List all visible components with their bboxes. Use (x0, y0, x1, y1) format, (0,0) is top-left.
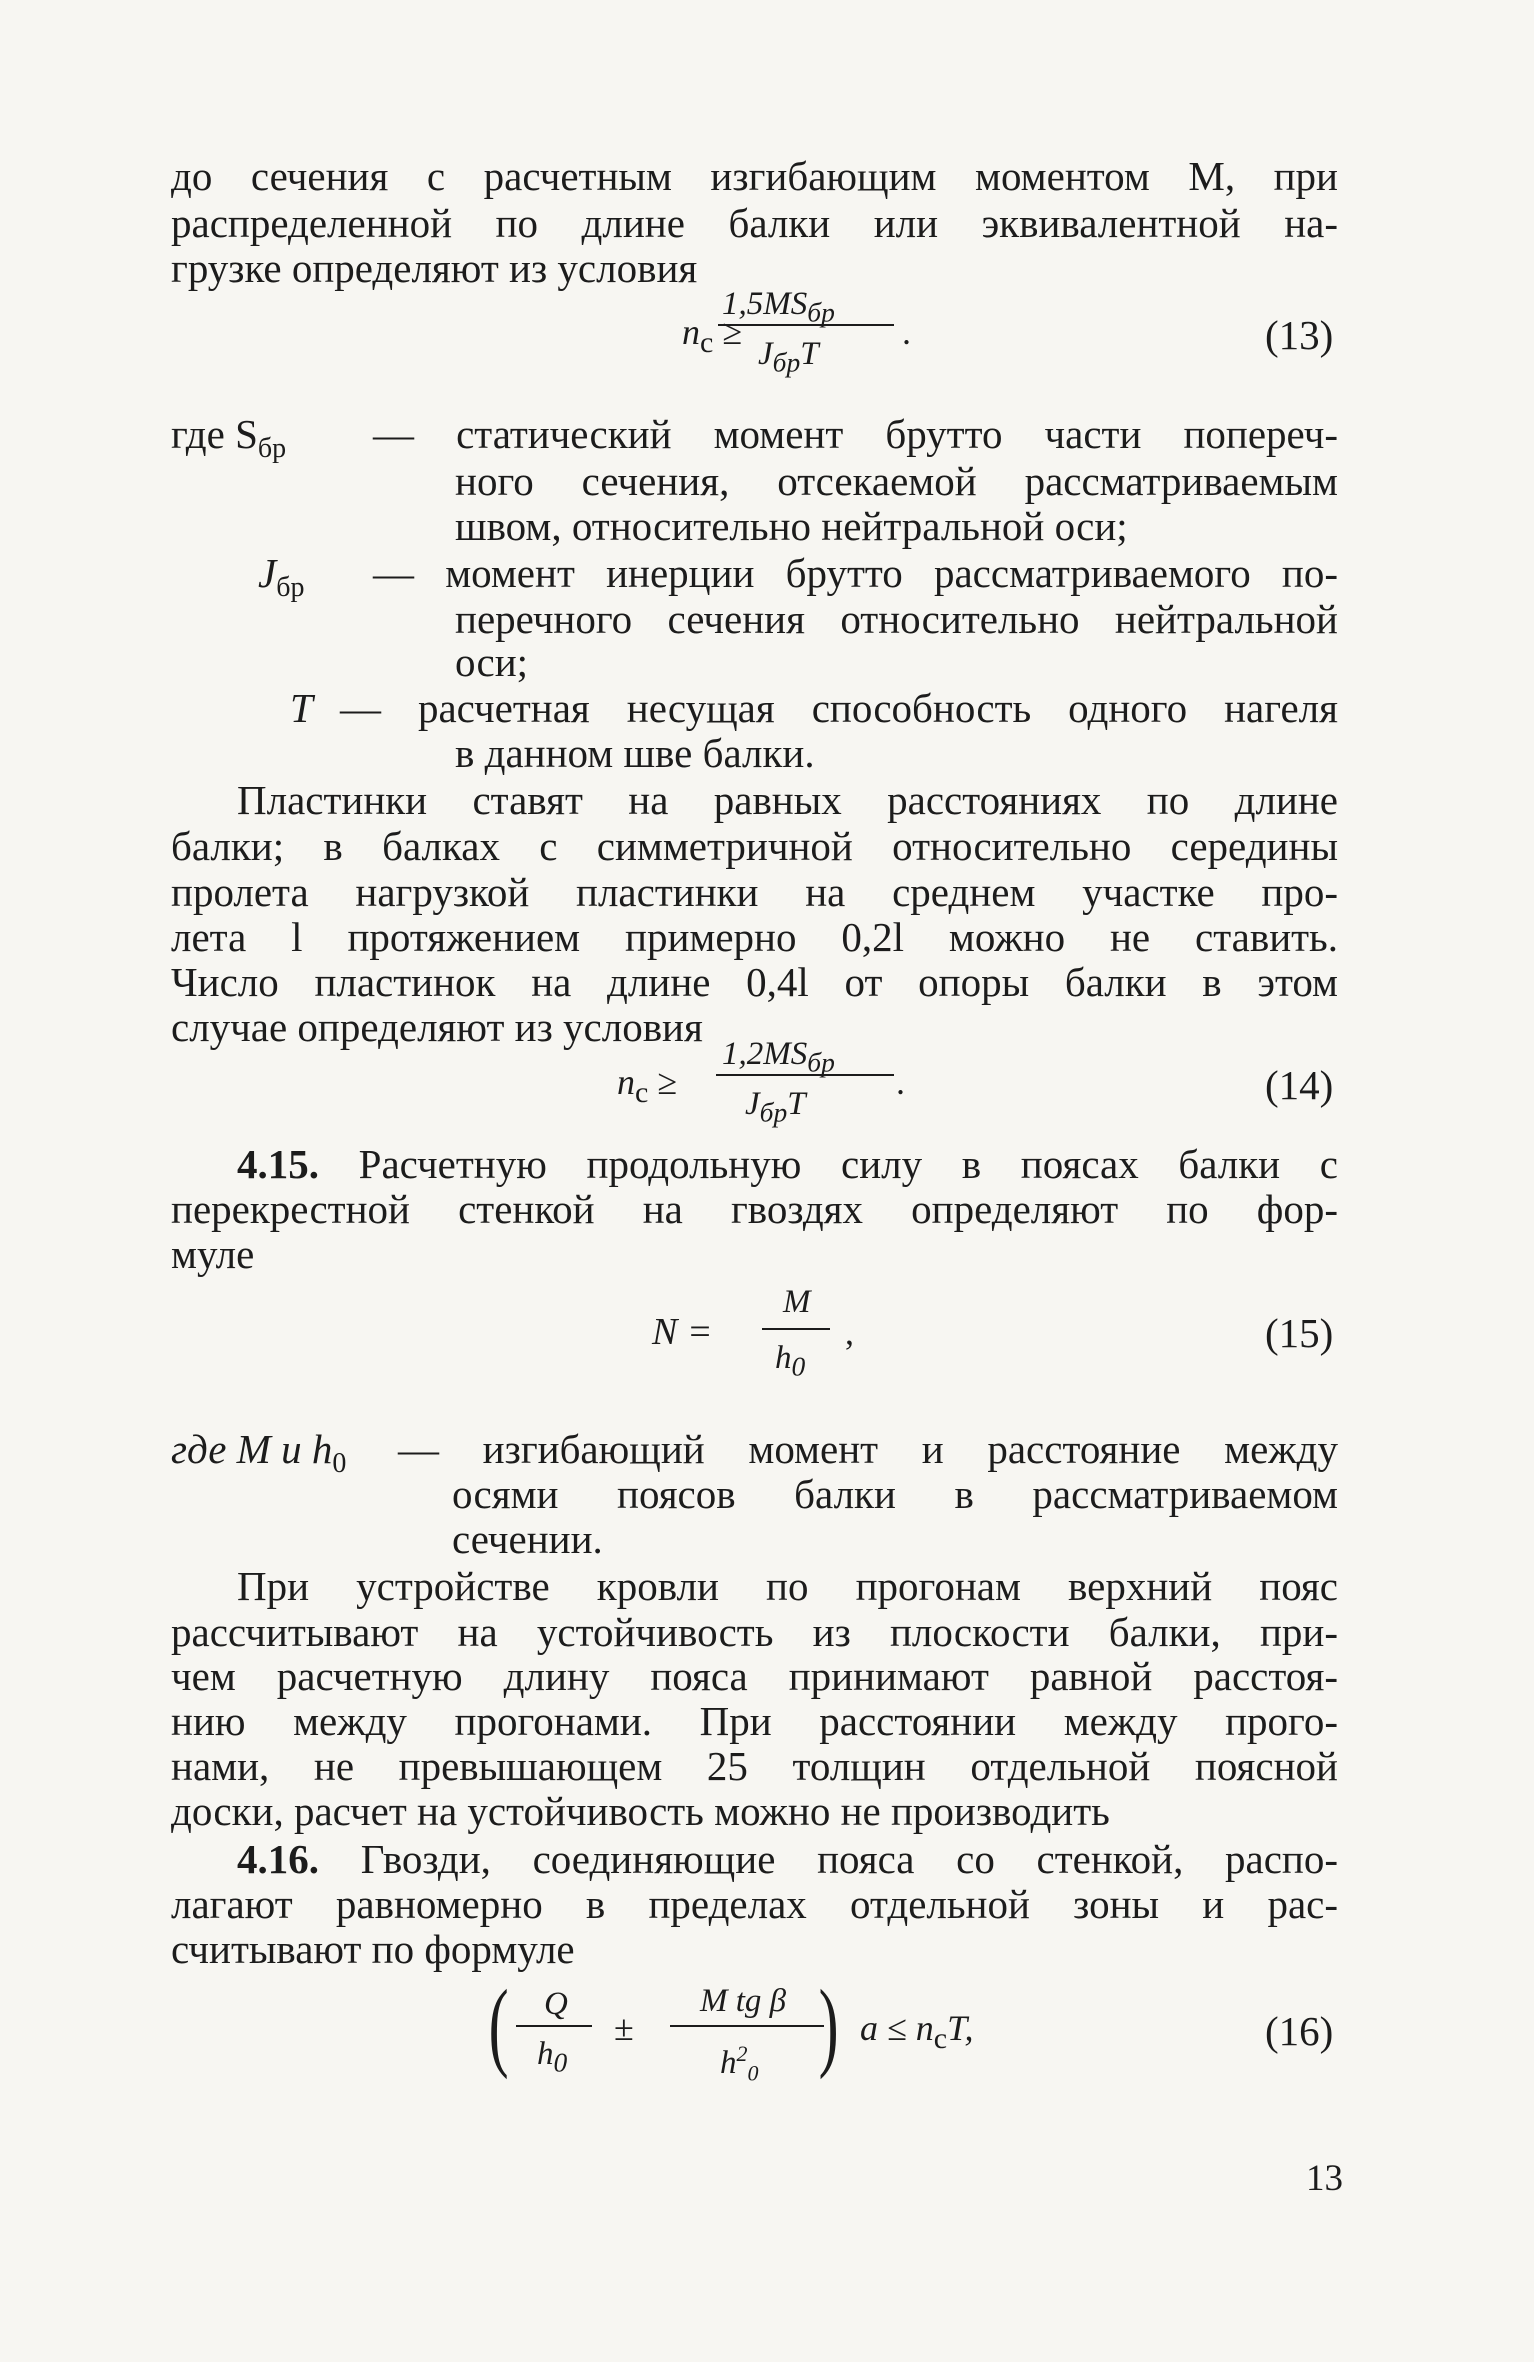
eq-numerator: 1,2MS (722, 1036, 808, 1072)
text-line: балки; в балках с симметричной относительно середины (171, 823, 1338, 869)
text-line: лагают равномерно в пределах отдельной зоны и рас- (171, 1881, 1338, 1927)
fraction-bar (670, 2025, 824, 2027)
definition-line: — момент инерции брутто рассматриваемого по- (373, 550, 1338, 596)
text-line: пролета нагрузкой пластинки на среднем участке про- (171, 869, 1338, 915)
eq-relation: ≥ (657, 1062, 678, 1102)
text-line: чем расчетную длину пояса принимают равной расстоя- (171, 1653, 1338, 1699)
eq-superscript: 2 (736, 2041, 748, 2066)
eq-subscript: c (933, 2022, 948, 2056)
text-line: доски, расчет на устойчивость можно не производить (171, 1788, 1110, 1834)
eq-denominator: h (537, 2036, 554, 2072)
eq-subscript: 0 (553, 2046, 568, 2078)
eq-numerator: M tg β (700, 1983, 787, 2019)
eq-punctuation: , (845, 1312, 854, 1352)
definition-line: сечении. (452, 1516, 603, 1562)
definition-line: осями поясов балки в рассматриваемом (452, 1471, 1338, 1517)
eq-symbol: a ≤ n (860, 2008, 934, 2048)
eq-relation: ≥ (722, 312, 743, 352)
eq-subscript: бр (772, 346, 801, 378)
definition-term: $J_{бр}$ (258, 550, 305, 604)
text-line: считывают по формуле (171, 1926, 575, 1972)
eq-symbol: N = (652, 1311, 713, 1353)
text-line: Пластинки ставят на равных расстояниях по длине (237, 777, 1338, 823)
definition-line: ного сечения, отсекаемой рассматриваемым (455, 458, 1338, 504)
eq-subscript: 0 (747, 2060, 759, 2086)
section-number: 4.15. (237, 1141, 319, 1187)
eq-symbol: n (617, 1062, 635, 1102)
text-line: При устройстве кровли по прогонам верхний пояс (237, 1563, 1338, 1609)
text-line: грузке определяют из условия (171, 245, 698, 291)
eq-punctuation: . (896, 1062, 905, 1102)
text-line: до сечения с расчетным изгибающим моментом M, при (171, 153, 1338, 199)
eq-subscript: бр (759, 1096, 788, 1128)
eq-numerator: Q (544, 1986, 568, 2022)
eq-denominator: h (720, 2045, 737, 2081)
eq-numerator: M (783, 1284, 811, 1320)
eq-subscript: бр (807, 296, 835, 328)
eq-subscript: c (700, 326, 714, 360)
fraction-bar (716, 1074, 894, 1076)
equation-number: (16) (1265, 2008, 1334, 2054)
fraction-bar (516, 2025, 592, 2027)
text-line: рассчитывают на устойчивость из плоскости балки, при- (171, 1609, 1338, 1655)
eq-subscript: c (635, 1076, 649, 1110)
equation-number: (13) (1265, 312, 1334, 358)
definition-line: перечного сечения относительно нейтральной (455, 596, 1338, 642)
eq-symbol: T, (947, 2008, 974, 2048)
text-line: Число пластинок на длине 0,4l от опоры балки в этом (171, 959, 1338, 1005)
section-number: 4.16. (237, 1836, 319, 1882)
eq-symbol: T (800, 336, 819, 372)
left-paren: ( (488, 1969, 509, 2080)
definition-line: оси; (455, 639, 529, 685)
eq-operator: ± (614, 2008, 634, 2048)
eq-subscript: 0 (791, 1350, 806, 1382)
eq-denominator: J (745, 1086, 760, 1122)
eq-subscript: бр (807, 1046, 835, 1078)
definition-line: — расчетная несущая способность одного нагеля (340, 685, 1338, 731)
text-line: нию между прогонами. При расстоянии между прого- (171, 1698, 1338, 1744)
right-paren: ) (818, 1969, 839, 2080)
fraction-bar (718, 324, 894, 326)
eq-denominator: J (758, 336, 773, 372)
eq-numerator: 1,5MS (722, 286, 808, 322)
eq-symbol: n (682, 312, 700, 352)
eq-denominator: h (775, 1340, 792, 1376)
text-line: перекрестной стенкой на гвоздях определяют по фор- (171, 1186, 1338, 1232)
definition-line: — статический момент брутто части попереч- (373, 411, 1338, 457)
eq-punctuation: . (902, 312, 911, 352)
eq-symbol: T (787, 1086, 806, 1122)
definition-line: — изгибающий момент и расстояние между (398, 1426, 1338, 1472)
definition-term: T (290, 685, 313, 731)
text-line: случае определяют из условия (171, 1004, 703, 1050)
text-line: лета l протяжением примерно 0,2l можно не ставить. (171, 914, 1338, 960)
definition-line: швом, относительно нейтральной оси; (455, 503, 1128, 549)
text-line: муле (171, 1231, 255, 1277)
text-line: 4.16. Гвозди, соединяющие пояса со стенкой, распо- (237, 1836, 1338, 1882)
definition-line: в данном шве балки. (455, 730, 815, 776)
fraction-bar (762, 1328, 830, 1330)
text-line: 4.15. Расчетную продольную силу в поясах балки с (237, 1141, 1338, 1187)
text-line: нами, не превышающем 25 толщин отдельной поясной (171, 1743, 1338, 1789)
definition-term: где M и $h_0$ (171, 1426, 347, 1480)
definition-term: где $S_{бр}$ (171, 411, 287, 465)
equation-number: (14) (1265, 1062, 1334, 1108)
page-number: 13 (1306, 2158, 1343, 2199)
equation-number: (15) (1265, 1310, 1334, 1356)
text-line: распределенной по длине балки или эквивалентной на- (171, 200, 1338, 246)
